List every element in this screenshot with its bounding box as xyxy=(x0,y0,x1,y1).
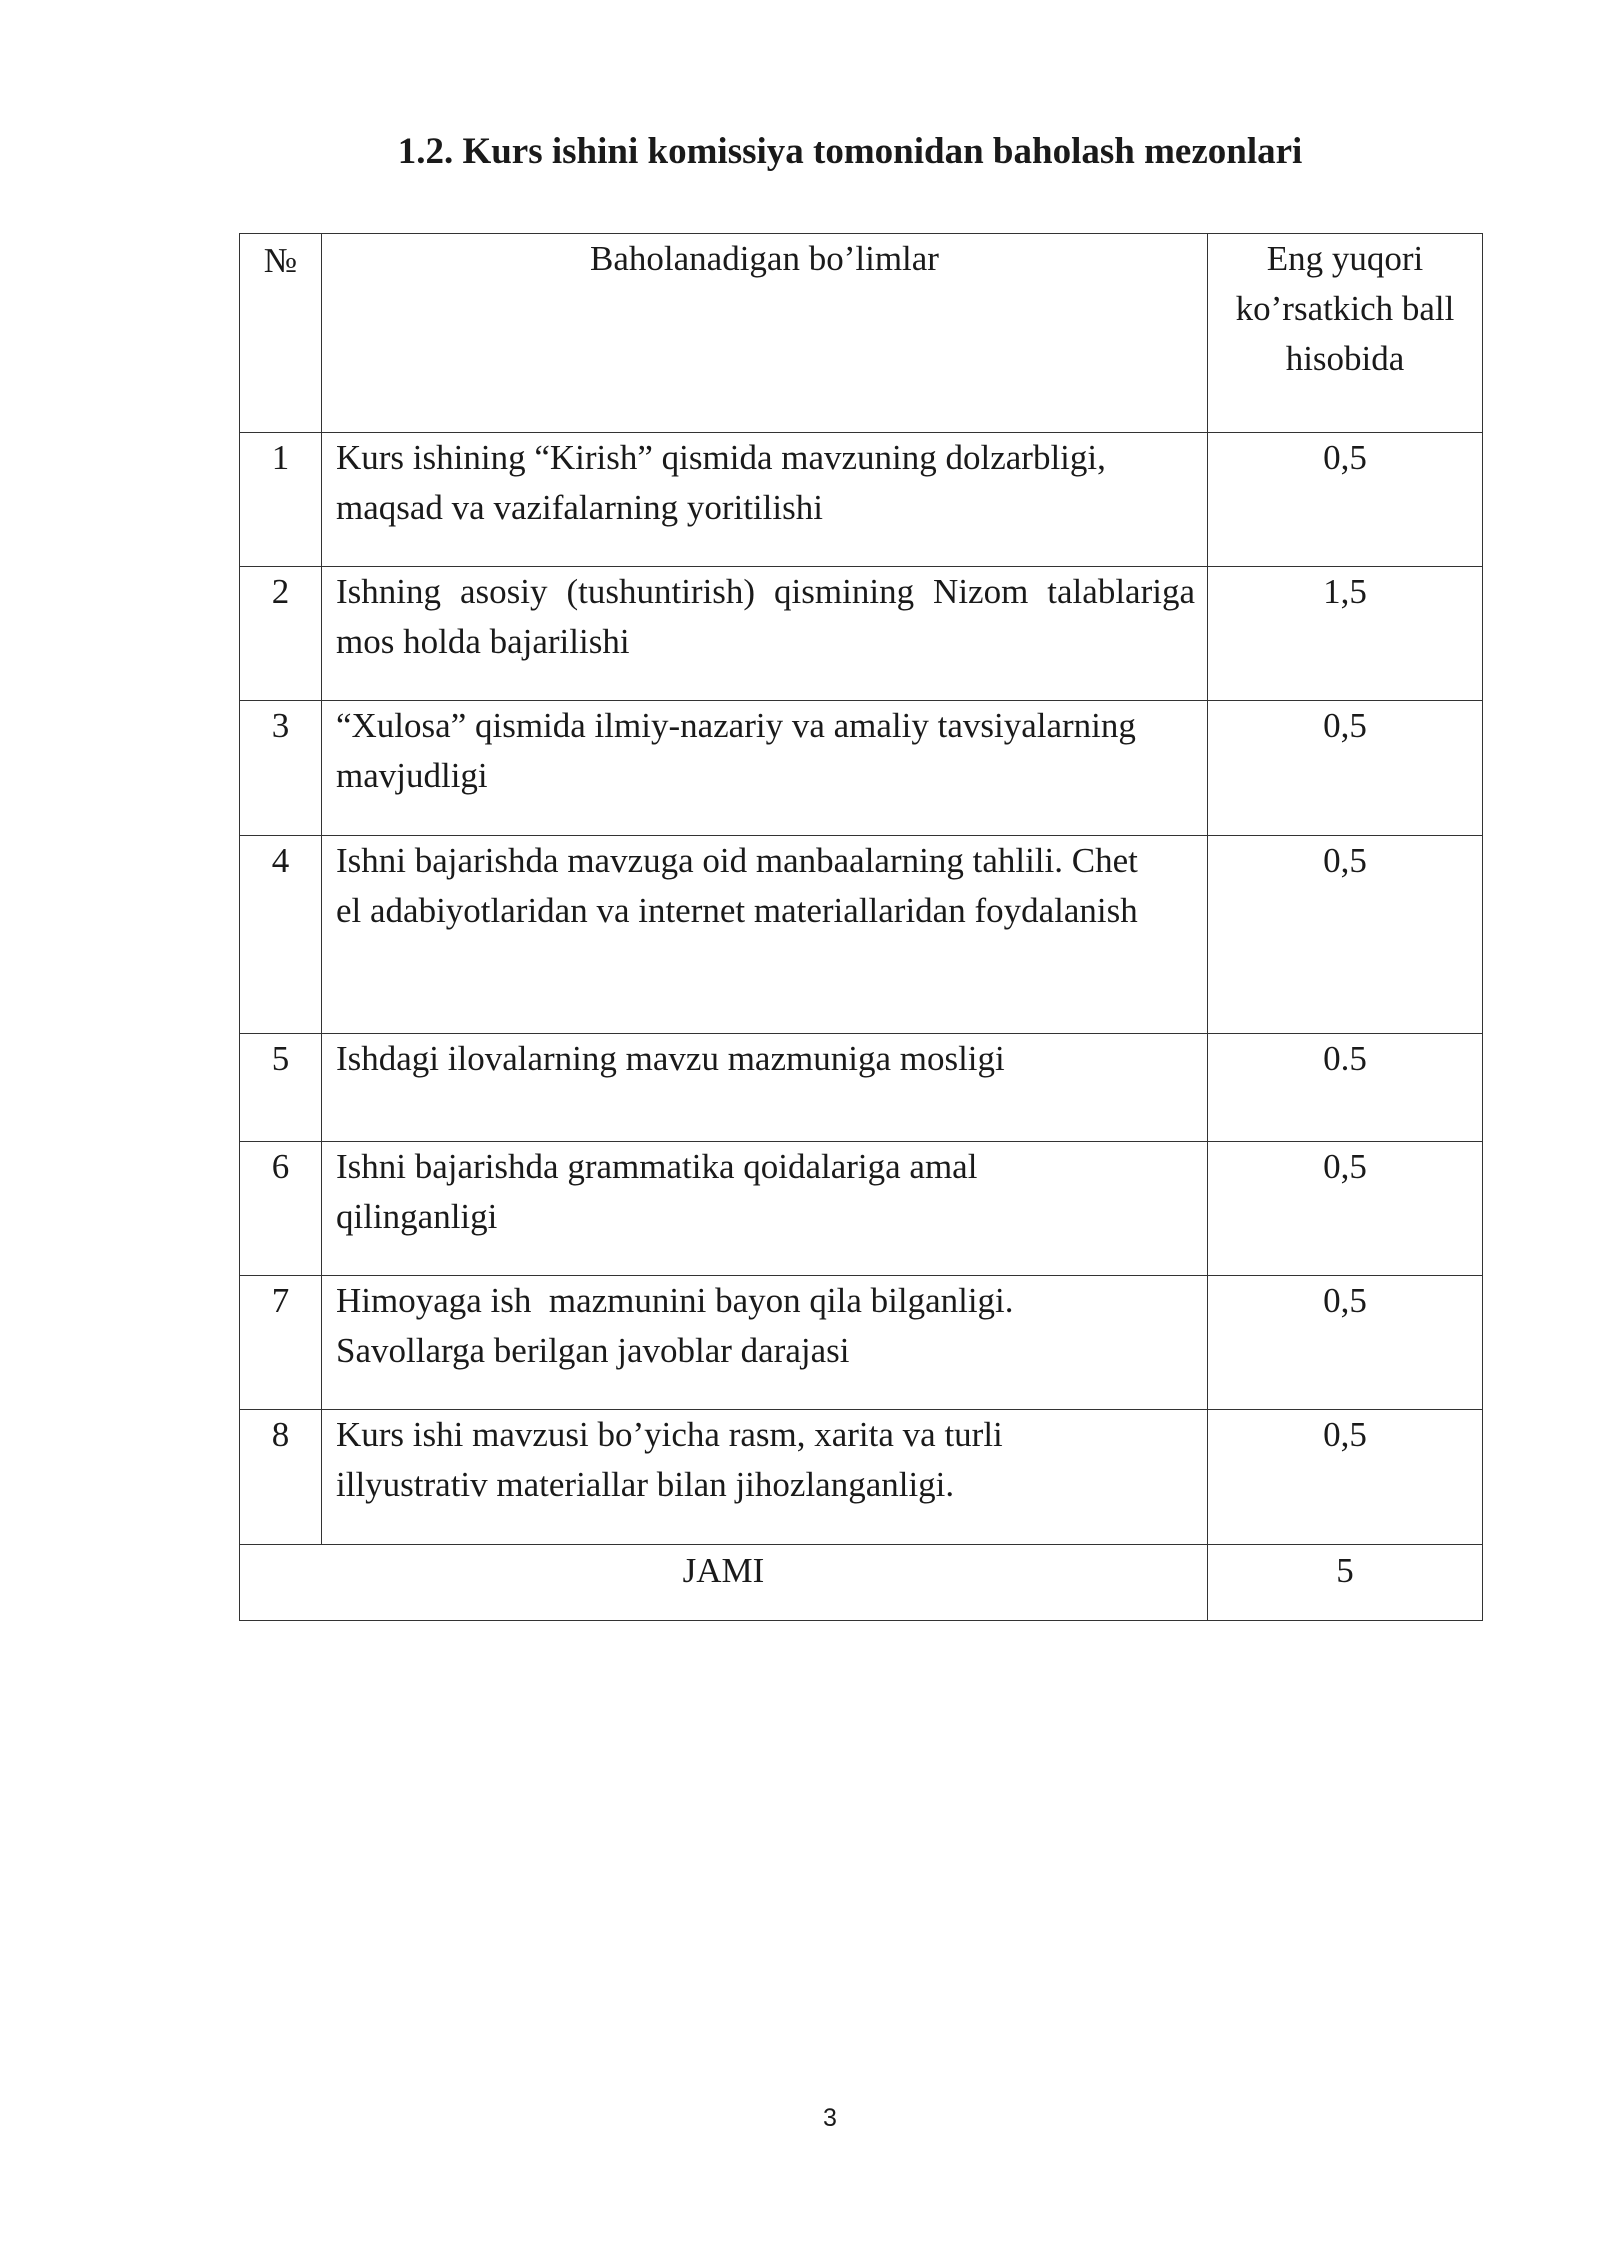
row-number: 8 xyxy=(240,1410,322,1545)
header-sections: Baholanadigan bo’limlar xyxy=(322,234,1208,433)
table-row xyxy=(240,701,1483,836)
page-number: 3 xyxy=(823,2104,837,2132)
total-row xyxy=(240,1545,1483,1621)
table-row xyxy=(240,567,1483,701)
total-score: 5 xyxy=(1208,1545,1483,1621)
row-number: 4 xyxy=(240,836,322,1034)
row-criterion: Kurs ishining “Kirish” qismida mavzuning dolzarbligi, maqsad va vazifalarning yoritilishi xyxy=(322,433,1208,567)
section-title: 1.2. Kurs ishini komissiya tomonidan baholash mezonlari xyxy=(397,131,1303,172)
row-number: 5 xyxy=(240,1034,322,1142)
row-criterion: “Xulosa” qismida ilmiy-nazariy va amaliy tavsiyalarning mavjudligi xyxy=(322,701,1208,836)
total-label: JAMI xyxy=(240,1545,1208,1621)
row-number: 2 xyxy=(240,567,322,701)
row-criterion: Ishning asosiy (tushuntirish) qismining Nizom talablariga mos holda bajarilishi xyxy=(322,567,1208,701)
row-criterion: Ishni bajarishda grammatika qoidalariga amal qilinganligi xyxy=(322,1142,1208,1276)
evaluation-criteria-table xyxy=(239,233,1483,1621)
row-number: 3 xyxy=(240,701,322,836)
row-score: 0,5 xyxy=(1208,836,1483,1034)
table-row xyxy=(240,1034,1483,1142)
row-number: 1 xyxy=(240,433,322,567)
table-header-row xyxy=(240,234,1483,433)
row-criterion: Himoyaga ish mazmunini bayon qila bilganligi. Savollarga berilgan javoblar darajasi xyxy=(322,1276,1208,1410)
row-score: 0.5 xyxy=(1208,1034,1483,1142)
row-score: 0,5 xyxy=(1208,1410,1483,1545)
table-row xyxy=(240,1142,1483,1276)
row-criterion: Ishni bajarishda mavzuga oid manbaalarning tahlili. Chet el adabiyotlaridan va internet materiallaridan foydalanish xyxy=(322,836,1208,1034)
row-criterion: Ishdagi ilovalarning mavzu mazmuniga mosligi xyxy=(322,1034,1208,1142)
table-row xyxy=(240,433,1483,567)
table-row xyxy=(240,1276,1483,1410)
row-score: 0,5 xyxy=(1208,701,1483,836)
header-max-score: Eng yuqori ko’rsatkich ball hisobida xyxy=(1208,234,1483,433)
table-row xyxy=(240,836,1483,1034)
row-score: 0,5 xyxy=(1208,1142,1483,1276)
header-number: № xyxy=(240,234,322,433)
row-criterion: Kurs ishi mavzusi bo’yicha rasm, xarita va turli illyustrativ materiallar bilan jihozlanganligi. xyxy=(322,1410,1208,1545)
row-number: 6 xyxy=(240,1142,322,1276)
row-number: 7 xyxy=(240,1276,322,1410)
row-score: 1,5 xyxy=(1208,567,1483,701)
row-score: 0,5 xyxy=(1208,433,1483,567)
row-score: 0,5 xyxy=(1208,1276,1483,1410)
table-row xyxy=(240,1410,1483,1545)
